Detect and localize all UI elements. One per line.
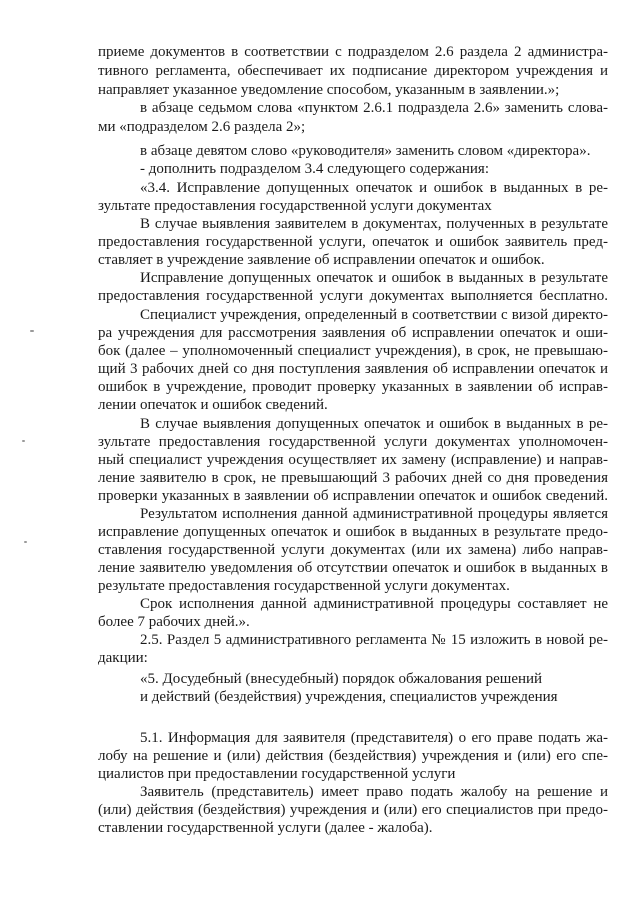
text-line: Заявитель (представитель) имеет право подать жалобу на решение и — [140, 784, 608, 800]
text-line: ный специалист учреждения осуществляет их замену (исправление) и направ- — [98, 452, 608, 468]
text-line: дакции: — [98, 650, 148, 666]
text-line: исправление допущенных опечаток и ошибок в выданных в результате предо- — [98, 524, 608, 540]
text-line: В случае выявления заявителем в документах, полученных в результате — [140, 216, 608, 232]
text-line: циалистов при предоставлении государственной услуги — [98, 766, 456, 782]
subsection-heading: «3.4. Исправление допущенных опечаток и ошибок в выданных в ре- — [140, 180, 608, 196]
text-line: - дополнить подразделом 3.4 следующего содержания: — [140, 161, 489, 177]
text-line: Специалист учреждения, определенный в соответствии с визой директо- — [140, 307, 608, 323]
text-line: Результатом исполнения данной административной процедуры является — [140, 506, 608, 522]
text-line: ление заявителю уведомления об отсутствии опечаток и ошибок в выданных в — [98, 560, 608, 576]
subsection-heading: зультате предоставления государственной услуги документах — [98, 198, 492, 214]
text-line: Исправление допущенных опечаток и ошибок в выданных в результате — [140, 270, 608, 286]
text-line: ление заявителю в срок, не превышающий 3 рабочих дней со дня проведения — [98, 470, 608, 486]
text-line: в абзаце седьмом слова «пунктом 2.6.1 подраздела 2.6» заменить слова- — [140, 100, 608, 116]
scan-speck — [22, 440, 25, 442]
text-line: предоставления государственной услуги, опечаток и ошибок заявитель пред- — [98, 234, 608, 250]
text-line: ставления государственной услуги документах (или их замена) либо направ- — [98, 542, 608, 558]
text-line: Срок исполнения данной административной процедуры составляет не — [140, 596, 608, 612]
text-line: ра учреждения для рассмотрения заявления об исправлении опечаток и оши- — [98, 325, 608, 341]
text-line: приеме документов в соответствии с подразделом 2.6 раздела 2 администра- — [98, 44, 608, 60]
section-heading: «5. Досудебный (внесудебный) порядок обжалования решений — [140, 671, 543, 687]
text-line: 2.5. Раздел 5 административного регламента № 15 изложить в новой ре- — [140, 632, 608, 648]
text-line: направляет указанное уведомление способом, указанным в заявлении.»; — [98, 82, 560, 98]
text-line: лобу на решение и (или) действия (бездействия) учреждения и (или) его спе- — [98, 748, 608, 764]
text-line: 5.1. Информация для заявителя (представителя) о его праве подать жа- — [140, 730, 608, 746]
text-line: ставлении государственной услуги (далее - жалоба). — [98, 820, 433, 836]
scan-speck — [30, 330, 34, 332]
text-line: бок (далее – уполномоченный специалист учреждения), в срок, не превышаю- — [98, 343, 608, 359]
text-line: тивного регламента, обеспечивает их подписание директором учреждения и — [98, 63, 608, 79]
text-line: лении опечаток и ошибок сведений. — [98, 397, 328, 413]
text-line: результате предоставления государственной услуги документах. — [98, 578, 510, 594]
text-line: В случае выявления допущенных опечаток и ошибок в выданных в ре- — [140, 416, 608, 432]
text-line: ми «подразделом 2.6 раздела 2»; — [98, 119, 306, 135]
text-line: ставляет в учреждение заявление об исправлении опечаток и ошибок. — [98, 252, 545, 268]
text-line: ошибок в учреждение, проводит проверку указанных в заявлении об исправ- — [98, 379, 608, 395]
text-line: зультате предоставления государственной услуги документах уполномочен- — [98, 434, 608, 450]
text-line: проверки указанных в заявлении об исправлении опечаток и ошибок сведений. — [98, 488, 608, 504]
text-line: в абзаце девятом слово «руководителя» заменить словом «директора». — [140, 143, 591, 159]
text-line: щий 3 рабочих дней со дня поступления заявления об исправлении опечаток и — [98, 361, 608, 377]
text-line: предоставления государственной услуги документах выполняется бесплатно. — [98, 288, 608, 304]
text-line: (или) действия (бездействия) учреждения и (или) его специалистов при предо- — [98, 802, 608, 818]
text-line: более 7 рабочих дней.». — [98, 614, 250, 630]
section-heading: и действий (бездействия) учреждения, специалистов учреждения — [140, 689, 558, 705]
scan-speck — [24, 541, 27, 543]
